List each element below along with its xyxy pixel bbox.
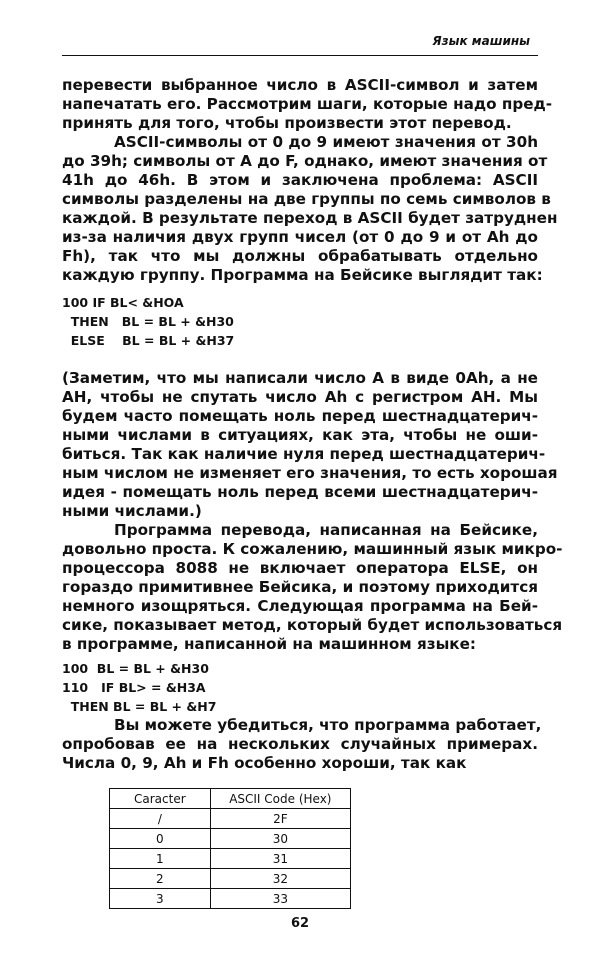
code-line: 110 IF BL> = &H3A bbox=[62, 680, 206, 695]
table-row bbox=[110, 869, 351, 889]
column-header-ascii-code: ASCII Code (Hex) bbox=[210, 789, 350, 809]
table-row bbox=[110, 889, 351, 909]
text-line: в программе, написанной на машинном языке: bbox=[62, 635, 476, 653]
text-line: ным числом не изменяет его значения, то есть хорошая bbox=[62, 464, 558, 482]
ascii-code-cell: 32 bbox=[210, 869, 350, 889]
text-line: до 39h; символы от А до F, однако, имеют значения от bbox=[62, 152, 548, 170]
text-line: принять для того, чтобы произвести этот перевод. bbox=[62, 114, 512, 132]
character-cell: / bbox=[110, 809, 211, 829]
text-line: напечатать его. Рассмотрим шаги, которые надо пред- bbox=[62, 95, 553, 113]
code-line: 100 IF BL< &HOA bbox=[62, 295, 184, 310]
character-cell: 0 bbox=[110, 829, 211, 849]
text-line: процессора 8088 не включает оператора ELSE, он bbox=[62, 559, 538, 577]
text-line: каждой. В результате переход в ASCII будет затруднен bbox=[62, 209, 558, 227]
basic-code-2 bbox=[62, 659, 538, 716]
table-row bbox=[110, 809, 351, 829]
text-line: Числа 0, 9, Ah и Fh особенно хороши, так как bbox=[62, 754, 467, 772]
page-number: 62 bbox=[290, 916, 310, 931]
text-line: довольно проста. К сожалению, машинный язык микро- bbox=[62, 540, 563, 558]
text-line: сике, показывает метод, который будет использоваться bbox=[62, 616, 563, 634]
text-line: опробовав ее на нескольких случайных примерах. bbox=[62, 735, 538, 753]
text-line: из-за наличия двух групп чисел (от 0 до 9 и от Ah до bbox=[62, 228, 538, 246]
ascii-code-cell: 2F bbox=[210, 809, 350, 829]
text-line: гораздо примитивнее Бейсика, и поэтому приходится bbox=[62, 578, 538, 596]
code-line: ELSE BL = BL + &H37 bbox=[62, 333, 235, 348]
paragraph-5 bbox=[62, 716, 542, 773]
text-line: биться. Так как наличие нуля перед шестнадцатерич- bbox=[62, 445, 546, 463]
table-row bbox=[110, 849, 351, 869]
ascii-code-cell: 31 bbox=[210, 849, 350, 869]
text-line: Программа перевода, написанная на Бейсике, bbox=[114, 521, 538, 539]
text-line: AH, чтобы не спутать число Ah с регистром AH. Мы bbox=[62, 388, 538, 406]
column-header-character: Caracter bbox=[110, 789, 211, 809]
text-line: немного изощряться. Следующая программа на Бей- bbox=[62, 597, 538, 615]
text-line: ными числами.) bbox=[62, 502, 202, 520]
text-line: будем часто помещать ноль перед шестнадцатерич- bbox=[62, 407, 538, 425]
basic-code-1 bbox=[62, 293, 538, 350]
code-line: 100 BL = BL + &H30 bbox=[62, 661, 209, 676]
text-line: Вы можете убедиться, что программа работает, bbox=[114, 716, 542, 734]
ascii-code-cell: 33 bbox=[210, 889, 350, 909]
text-line: каждую группу. Программа на Бейсике выглядит так: bbox=[62, 266, 543, 284]
running-head: Язык машины bbox=[432, 34, 530, 48]
ascii-code-cell: 30 bbox=[210, 829, 350, 849]
character-cell: 1 bbox=[110, 849, 211, 869]
character-cell: 3 bbox=[110, 889, 211, 909]
text-line: перевести выбранное число в ASCII-символ и затем bbox=[62, 76, 538, 94]
text-line: Fh), так что мы должны обрабатывать отдельно bbox=[62, 247, 538, 265]
text-line: ными числами в ситуациях, как эта, чтобы не оши- bbox=[62, 426, 538, 444]
code-line: THEN BL = BL + &H7 bbox=[62, 699, 217, 714]
text-line: 41h до 46h. В этом и заключена проблема: ASCII bbox=[62, 171, 538, 189]
text-line: (Заметим, что мы написали число А в виде 0Ah, а не bbox=[62, 369, 538, 387]
paragraph-4 bbox=[62, 521, 563, 654]
paragraph-1 bbox=[62, 76, 553, 133]
table-row bbox=[110, 829, 351, 849]
text-line: символы разделены на две группы по семь символов в bbox=[62, 190, 551, 208]
ascii-code-table bbox=[109, 788, 351, 909]
character-cell: 2 bbox=[110, 869, 211, 889]
paragraph-3 bbox=[62, 369, 558, 521]
text-line: идея - помещать ноль перед всеми шестнадцатерич- bbox=[62, 483, 538, 501]
table-header-row bbox=[110, 789, 351, 809]
paragraph-2 bbox=[62, 133, 558, 285]
header-rule bbox=[62, 55, 538, 56]
code-line: THEN BL = BL + &H30 bbox=[62, 314, 234, 329]
text-line: ASCII-символы от 0 до 9 имеют значения от 30h bbox=[114, 133, 538, 151]
